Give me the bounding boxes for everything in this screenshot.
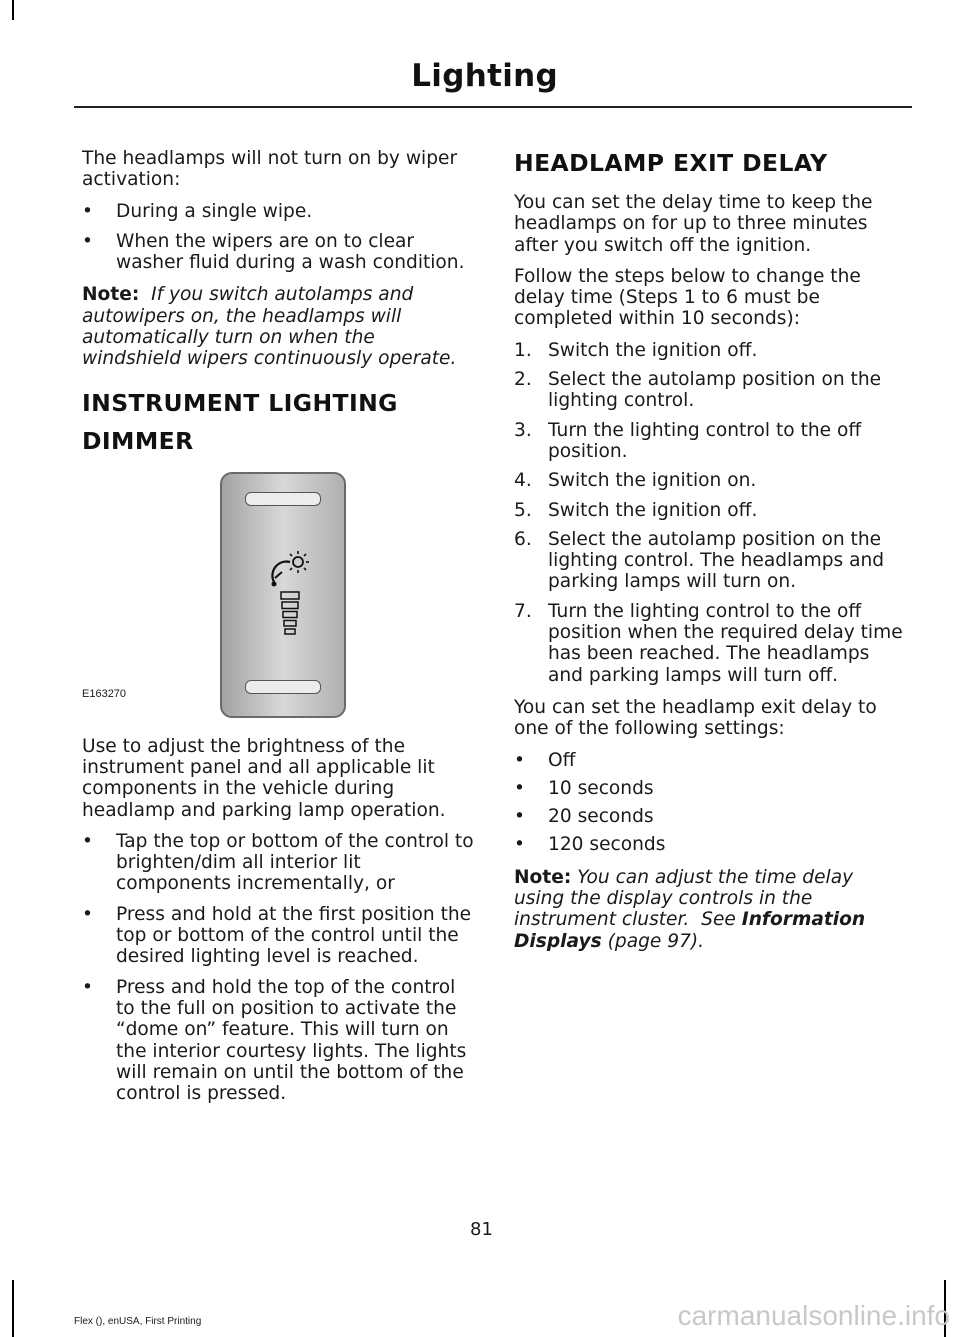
list-item: • Press and hold the top of the control to the full on position to activate the “dome on” feature. This will turn on the interior courtesy lights. The lights will remain on until the bottom of the control is pressed. [82, 976, 467, 1105]
page-number: 81 [470, 1219, 493, 1240]
exit-delay-intro: You can set the delay time to keep the headlamps on for up to three minutes after you switch off the ignition. [514, 192, 873, 256]
delay-settings-list [514, 750, 906, 856]
autolamp-note: Note: If you switch autolamps and autowipers on, the headlamps will automatically turn on when the windshield wipers continuously operate. [82, 284, 457, 370]
dimmer-description: Use to adjust the brightness of the instrument panel and all applicable lit components in the vehicle during headlamp and parking lamp operation. [82, 735, 446, 821]
display-controls-note: Note: You can adjust the time delay using the display controls in the instrument cluster. See Information Displays (page 97). [514, 866, 866, 952]
switch-bottom-ridge [245, 680, 321, 694]
watermark: carmanualsonline.info [677, 1300, 950, 1331]
list-item: • 10 seconds [514, 777, 654, 799]
list-item: • Press and hold at the first position the top or bottom of the control until the desired lighting level is reached. [82, 903, 472, 968]
bullet-mark: • [514, 806, 525, 828]
list-item: • 120 seconds [514, 834, 666, 856]
step-item: 6. Select the autolamp position on the lighting control. The headlamps and parking lamps will turn on. [514, 528, 885, 593]
step-item: 3. Turn the lighting control to the off position. [514, 419, 862, 462]
dimmer-switch-illustration [220, 472, 346, 718]
section-heading-instrument-lighting: INSTRUMENT LIGHTING DIMMER [82, 388, 398, 455]
switch-top-ridge [245, 492, 321, 506]
left-column [82, 148, 474, 1115]
header-rule [74, 106, 912, 108]
bullet-mark: • [82, 200, 93, 222]
bullet-mark: • [514, 749, 525, 771]
list-item: • When the wipers are on to clear washer fluid during a wash condition. [82, 230, 465, 274]
crop-mark-bottom-left [12, 1280, 14, 1337]
section-heading-headlamp-exit-delay: HEADLAMP EXIT DELAY [514, 149, 828, 177]
list-item: • Off [514, 749, 576, 771]
bullet-mark: • [82, 830, 93, 852]
step-item: 5. Switch the ignition off. [514, 499, 758, 521]
step-item: 2. Select the autolamp position on the lighting control. [514, 369, 882, 412]
crop-mark-top-left [12, 0, 14, 20]
right-column [514, 148, 906, 970]
exit-delay-steps-list [514, 340, 906, 686]
bullet-mark: • [82, 903, 93, 925]
list-item: • Tap the top or bottom of the control to brighten/dim all interior lit components incrementally, or [82, 830, 474, 895]
wiper-conditions-list [82, 201, 474, 274]
step-item: 7. Turn the lighting control to the off position when the required delay time has been reached. The headlamps and parking lamps will turn off. [514, 600, 903, 686]
intro-paragraph: The headlamps will not turn on by wiper activation: [82, 148, 458, 191]
page-header-title: Lighting [411, 58, 558, 94]
step-item: 4. Switch the ignition on. [514, 470, 757, 492]
information-displays-link[interactable]: Information Displays [514, 909, 866, 952]
step-item: 1. Switch the ignition off. [514, 339, 758, 361]
exit-delay-steps-intro: Follow the steps below to change the delay time (Steps 1 to 6 must be completed within 10 seconds): [514, 265, 861, 330]
list-item: • During a single wipe. [82, 200, 313, 222]
bullet-mark: • [82, 230, 93, 252]
list-item: • 20 seconds [514, 806, 654, 828]
settings-intro: You can set the headlamp exit delay to one of the following settings: [514, 696, 877, 740]
bullet-mark: • [514, 834, 525, 856]
dimmer-operations-list [82, 831, 474, 1105]
print-footer: Flex (), enUSA, First Printing [74, 1316, 202, 1327]
panel-brightness-icon [262, 542, 322, 642]
figure-code: E163270 [82, 688, 127, 701]
bullet-mark: • [82, 976, 93, 998]
bullet-mark: • [514, 777, 525, 799]
dimmer-figure [82, 464, 474, 726]
